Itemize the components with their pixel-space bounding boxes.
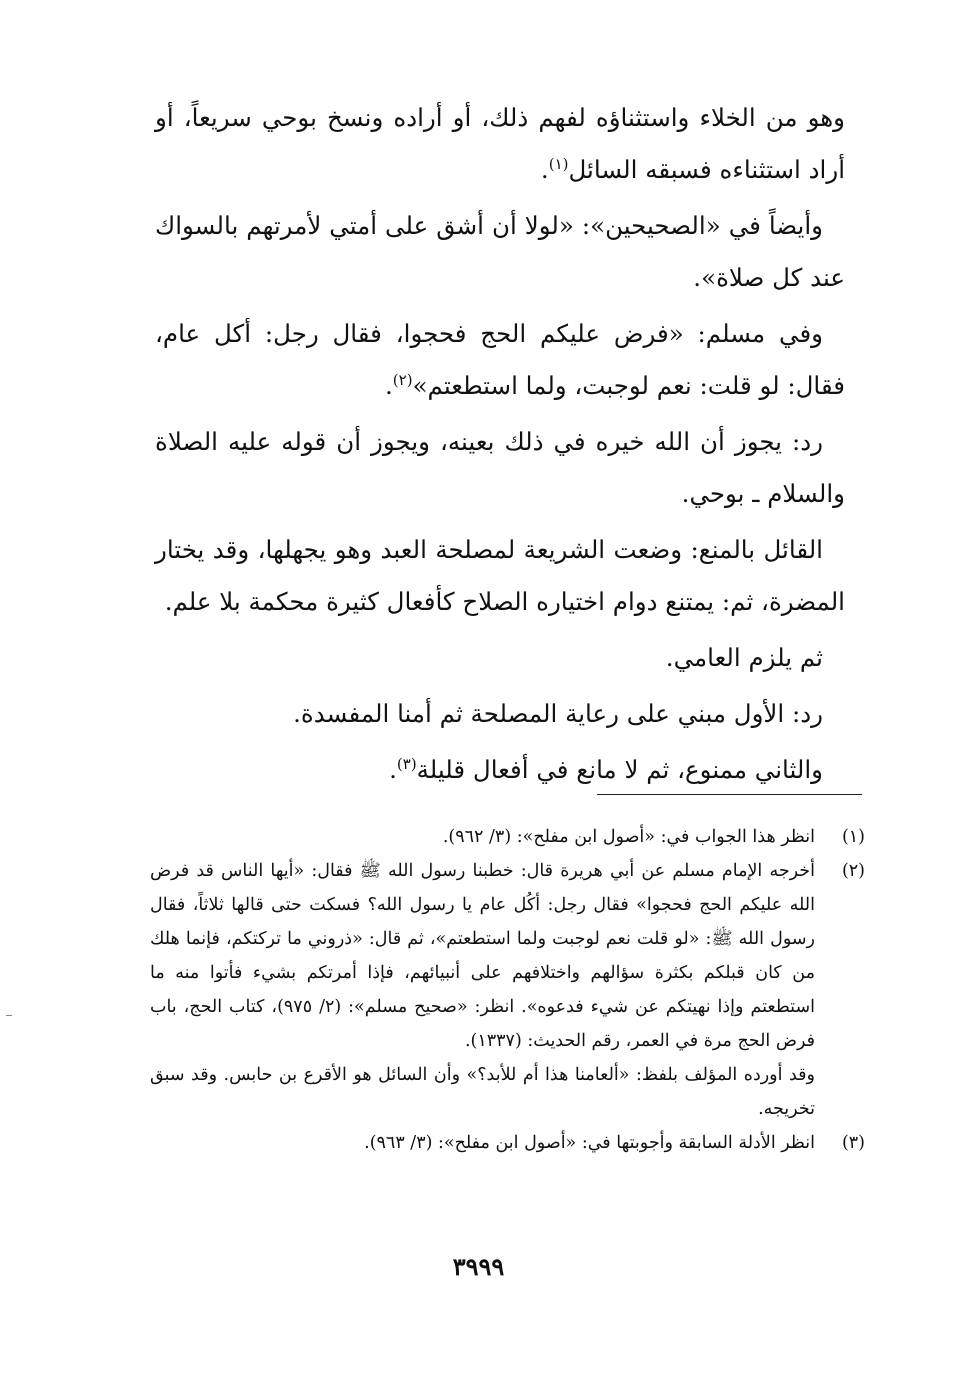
footnote-ref-2: (٢)	[392, 370, 413, 389]
footnotes	[150, 820, 865, 1160]
main-text-body	[155, 92, 845, 800]
footnote-2	[150, 854, 865, 1126]
footnote-text: انظر هذا الجواب في: «أصول ابن مفلح»: (٣/ ٩٦٢).	[442, 827, 815, 847]
footnote-ref-3: (٣)	[396, 754, 417, 773]
paragraph-6: ثم يلزم العامي.	[665, 643, 823, 672]
page-number: ٣٩٩٩	[452, 1252, 505, 1281]
paragraph-1: وهو من الخلاء واستثناؤه لفهم ذلك، أو أراده ونسخ بوحي سريعاً، أو أراد استثناءه فسبقه السائل$^{(١)}$.	[155, 103, 845, 184]
footnote-text: انظر الأدلة السابقة وأجوبتها في: «أصول ابن مفلح»: (٣/ ٩٦٣).	[364, 1133, 815, 1153]
paragraph-2: وأيضاً في «الصحيحين»: «لولا أن أشق على أمتي لأمرتهم بالسواك عند كل صلاة».	[155, 211, 845, 292]
footnote-separator	[597, 794, 862, 795]
scan-speck	[6, 1015, 12, 1016]
footnote-text: أخرجه الإمام مسلم عن أبي هريرة قال: خطبنا رسول الله ﷺ فقال: «أيها الناس قد فرض الله عليكم الحج فحجوا» فقال رجل: أكُل عام يا رسول الله؟ فسكت حتى قالها ثلاثاً، فقال رسول الله ﷺ: «لو قلت نعم لوجبت ولما استطعتم»، ثم قال: «ذروني ما تركتكم، فإنما هلك من كان قبلكم بكثرة سؤالهم واختلافهم على أنبيائهم، فإذا أمرتكم بشيء فأتوا منه ما استطعتم وإذا نهيتكم عن شيء فدعوه». انظر: «صحيح مسلم»: (٢/ ٩٧٥)، كتاب الحج، باب فرض الحج مرة في العمر، رقم الحديث: (١٣٣٧). وقد أورده المؤلف بلفظ: «ألعامنا هذا أم للأبد؟» وأن السائل هو الأقرع بن حابس. وقد سبق تخريجه.	[150, 861, 815, 1119]
footnote-ref-1: (١)	[548, 154, 569, 173]
footnote-number: (٣)	[841, 1133, 865, 1153]
paragraph-5: القائل بالمنع: وضعت الشريعة لمصلحة العبد وهو يجهلها، وقد يختار المضرة، ثم: يمتنع دوام اختياره الصلاح كأفعال كثيرة محكمة بلا علم.	[155, 535, 845, 616]
footnote-number: (٢)	[841, 861, 865, 881]
footnote-number: (١)	[841, 827, 865, 847]
paragraph-7: رد: الأول مبني على رعاية المصلحة ثم أمنا المفسدة.	[293, 699, 823, 728]
paragraph-8: والثاني ممنوع، ثم لا مانع في أفعال قليلة$^{(٣)}$.	[389, 754, 823, 784]
paragraph-4: رد: يجوز أن الله خيره في ذلك بعينه، ويجوز أن قوله عليه الصلاة والسلام ـ بوحي.	[155, 427, 845, 508]
footnote-3	[150, 1126, 865, 1160]
paragraph-3: وفي مسلم: «فرض عليكم الحج فحجوا، فقال رجل: أكل عام، فقال: لو قلت: نعم لوجبت، ولما استطعتم»$^{(٢)}$.	[155, 319, 845, 400]
footnote-1	[150, 820, 865, 854]
